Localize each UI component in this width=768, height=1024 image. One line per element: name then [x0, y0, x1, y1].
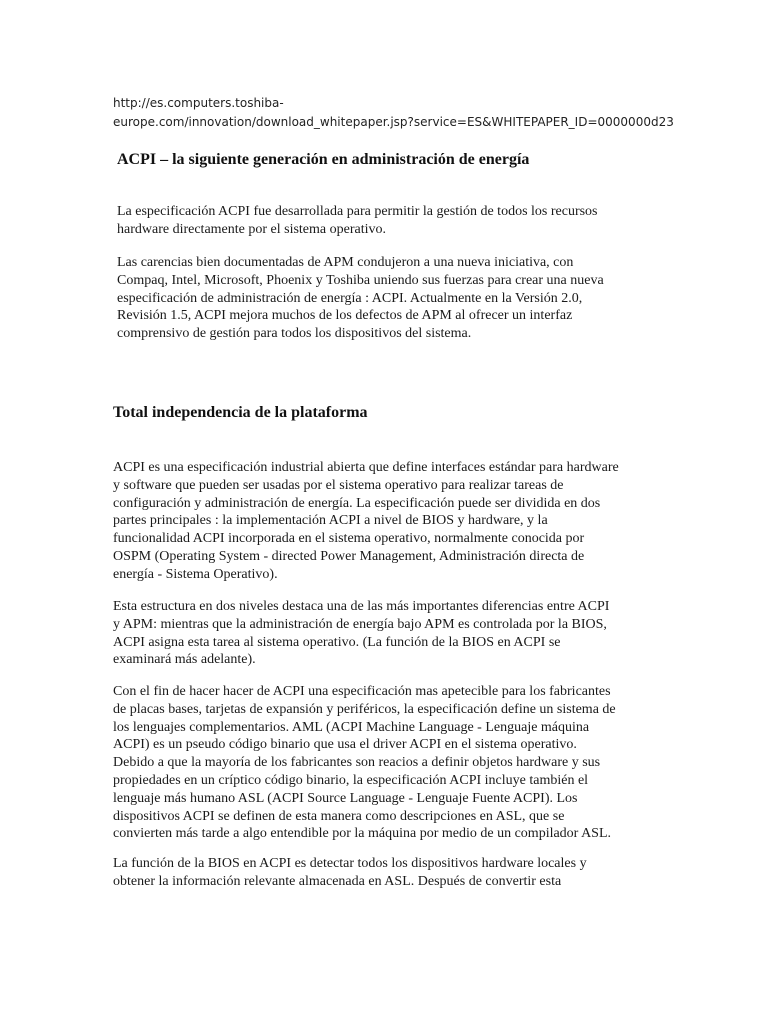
- url-line[interactable]: europe.com/innovation/download_whitepaper.jsp?service=ES&WHITEPAPER_ID=0000000d23: [113, 115, 674, 129]
- text-line: Esta estructura en dos niveles destaca una de las más importantes diferencias entre ACPI: [113, 599, 610, 614]
- text-line: ACPI es una especificación industrial abierta que define interfaces estándar para hardware: [113, 460, 619, 475]
- text-line: propiedades en un críptico código binario, la especificación ACPI incluye también el: [113, 772, 589, 788]
- text-line: y software que pueden ser usadas por el sistema operativo para realizar tareas de: [113, 477, 564, 493]
- text-line: de placas bases, tarjetas de expansión y periféricos, la especificación define un sistema de: [113, 701, 616, 717]
- text-line: y APM: mientras que la administración de energía bajo APM es controlada por la BIOS,: [113, 616, 607, 632]
- section-heading: Total independencia de la plataforma: [113, 404, 368, 421]
- text-line: lenguaje más humano ASL (ACPI Source Language - Lenguaje Fuente ACPI). Los: [113, 790, 578, 806]
- text-line: Compaq, Intel, Microsoft, Phoenix y Toshiba uniendo sus fuerzas para crear una nueva: [117, 272, 604, 288]
- source-url[interactable]: [113, 94, 693, 132]
- text-line: convierten más tarde a algo entendible por la máquina por medio de un compilador ASL.: [113, 826, 612, 842]
- text-line: OSPM (Operating System - directed Power Management, Administración directa de: [113, 548, 585, 564]
- intro-paragraph-1: [117, 203, 598, 239]
- text-line: Las carencias bien documentadas de APM condujeron a una nueva iniciativa, con: [117, 255, 574, 270]
- text-line: configuración y administración de energía. La especificación puede ser dividida en dos: [113, 495, 601, 511]
- text-line: Revisión 1.5, ACPI mejora muchos de los defectos de APM al ofrecer un interfaz: [117, 308, 573, 324]
- text-line: funcionalidad ACPI incorporada en el sistema operativo, normalmente conocida por: [113, 531, 585, 547]
- text-line: Debido a que la mayoría de los fabricantes son reacios a definir objetos hardware y sus: [113, 755, 601, 771]
- text-line: examinará más adelante).: [113, 652, 256, 668]
- text-line: energía - Sistema Operativo).: [113, 566, 278, 582]
- text-line: ACPI) es un pseudo código binario que usa el driver ACPI en el sistema operativo.: [113, 737, 577, 753]
- text-line: partes principales : la implementación ACPI a nivel de BIOS y hardware, y la: [113, 513, 548, 529]
- text-line: los lenguajes complementarios. AML (ACPI Machine Language - Lenguaje máquina: [113, 719, 590, 735]
- text-line: La función de la BIOS en ACPI es detectar todos los dispositivos hardware locales y: [113, 856, 587, 871]
- intro-paragraph-2: [117, 254, 604, 343]
- text-line: comprensivo de gestión para todos los dispositivos del sistema.: [117, 326, 472, 342]
- document-title: ACPI – la siguiente generación en administración de energía: [117, 151, 530, 168]
- text-line: obtener la información relevante almacenada en ASL. Después de convertir esta: [113, 873, 562, 889]
- text-line: dispositivos ACPI se definen de esta manera como descripciones en ASL, que se: [113, 808, 565, 824]
- section-paragraph-4: [113, 855, 587, 891]
- text-line: La especificación ACPI fue desarrollada para permitir la gestión de todos los recursos: [117, 204, 598, 219]
- url-line[interactable]: http://es.computers.toshiba-: [113, 96, 284, 110]
- section-paragraph-3: [113, 683, 616, 843]
- section-paragraph-1: [113, 459, 619, 584]
- text-line: Con el fin de hacer hacer de ACPI una especificación mas apetecible para los fabricantes: [113, 684, 611, 699]
- section-paragraph-2: [113, 598, 609, 669]
- text-line: ACPI asigna esta tarea al sistema operativo. (La función de la BIOS en ACPI se: [113, 634, 561, 650]
- text-line: hardware directamente por el sistema operativo.: [117, 221, 386, 237]
- text-line: especificación de administración de energía : ACPI. Actualmente en la Versión 2.0,: [117, 290, 583, 306]
